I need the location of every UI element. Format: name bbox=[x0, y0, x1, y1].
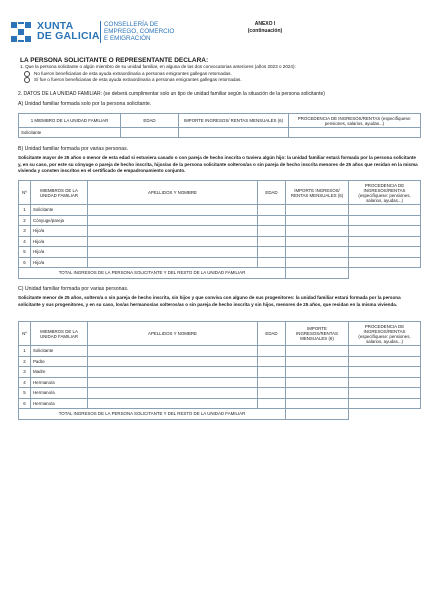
table-c-header-age: EDAD bbox=[258, 322, 286, 346]
table-a-source-cell[interactable] bbox=[289, 128, 421, 138]
total-income-cell[interactable] bbox=[286, 409, 349, 420]
row-source-cell[interactable] bbox=[349, 398, 421, 409]
table-a-header-age: EDAD bbox=[121, 114, 179, 128]
radio-beneficiary[interactable] bbox=[24, 77, 30, 83]
table-a-header-member: 1 MIEMBRO DE LA UNIDAD FAMILIAR bbox=[19, 114, 121, 128]
row-age-cell[interactable] bbox=[258, 377, 286, 388]
annex-subtitle: (continuación) bbox=[247, 28, 283, 34]
table-b-header-name: APELLIDOS Y NOMBRE bbox=[88, 181, 258, 205]
row-number: 1 bbox=[19, 346, 31, 357]
total-label: TOTAL INGRESOS DE LA PERSONA SOLICITANTE Y DEL RESTO DE LA UNIDAD FAMILIAR bbox=[19, 409, 286, 420]
row-member: Hijo/a bbox=[31, 257, 88, 268]
total-empty bbox=[349, 409, 421, 420]
table-row bbox=[19, 215, 421, 226]
row-income-cell[interactable] bbox=[286, 367, 349, 378]
row-income-cell[interactable] bbox=[286, 346, 349, 357]
row-name-cell[interactable] bbox=[88, 367, 258, 378]
row-name-cell[interactable] bbox=[88, 205, 258, 216]
table-c-header-source: PROCEDENCIA DE INGRESOS/RENTAS (especifíquese: pensiones, salarios, ayudas...) bbox=[349, 322, 421, 346]
table-a-header-source: PROCEDENCIA DE INGRESOS/RENTAS (especifíquese: pensiones, salarios, ayudas...) bbox=[289, 114, 421, 128]
annex-title: ANEXO I bbox=[254, 21, 276, 27]
table-a-row-label: Solicitante bbox=[19, 128, 121, 138]
table-c-description: Solicitante menor de 25 años, soltero/a o sin pareja de hecho inscrita, sin hijos y que conviva con alguno de sus progenitores: la unidad familiar estará formada por la persona solicitante y sus progenitores, y en su caso, los/as hermanos/as solteros/as o sin pareja de hecho inscrita y sin hijos, menores de 25 años, que residan en la misma vivienda. bbox=[18, 295, 401, 307]
row-source-cell[interactable] bbox=[349, 356, 421, 367]
row-name-cell[interactable] bbox=[88, 377, 258, 388]
row-name-cell[interactable] bbox=[88, 215, 258, 226]
department-line-3: E EMIGRACIÓN bbox=[104, 35, 151, 42]
row-age-cell[interactable] bbox=[258, 398, 286, 409]
header-divider bbox=[100, 21, 101, 43]
row-age-cell[interactable] bbox=[258, 247, 286, 258]
section-2-title: 2. DATOS DE LA UNIDAD FAMILIAR: (se deberá cumplimentar solo un tipo de unidad familiar según la situación de la persona solicitante) bbox=[18, 91, 325, 97]
row-name-cell[interactable] bbox=[88, 398, 258, 409]
table-b-header-member: MIEMBROS DE LA UNIDAD FAMILIAR bbox=[31, 181, 88, 205]
row-source-cell[interactable] bbox=[349, 215, 421, 226]
row-member: Hijo/a bbox=[31, 226, 88, 237]
row-income-cell[interactable] bbox=[286, 205, 349, 216]
table-a-heading: A) Unidad familiar formada solo por la persona solicitante. bbox=[18, 101, 152, 107]
row-age-cell[interactable] bbox=[258, 226, 286, 237]
table-c bbox=[18, 321, 421, 420]
row-member: Hermano/a bbox=[31, 388, 88, 399]
row-member: Padre bbox=[31, 356, 88, 367]
brand-line-2: DE GALICIA bbox=[37, 30, 100, 42]
row-name-cell[interactable] bbox=[88, 346, 258, 357]
row-number: 2 bbox=[19, 356, 31, 367]
declaration-item-1: 1. Que la persona solicitante o algún miembro de su unidad familiar, en alguna de las dos convocatorias anteriores (años 2023 o 2024): bbox=[20, 64, 296, 69]
row-number: 6 bbox=[19, 398, 31, 409]
row-income-cell[interactable] bbox=[286, 226, 349, 237]
table-row bbox=[19, 205, 421, 216]
row-age-cell[interactable] bbox=[258, 215, 286, 226]
row-source-cell[interactable] bbox=[349, 367, 421, 378]
row-source-cell[interactable] bbox=[349, 247, 421, 258]
row-income-cell[interactable] bbox=[286, 247, 349, 258]
row-income-cell[interactable] bbox=[286, 236, 349, 247]
table-c-heading: C) Unidad familiar formada por varias personas. bbox=[18, 286, 129, 292]
row-income-cell[interactable] bbox=[286, 356, 349, 367]
brand-name bbox=[37, 21, 100, 41]
table-c-header-n: Nº bbox=[19, 322, 31, 346]
table-b-description: Solicitante mayor de 25 años o menor de esta edad si estuviera casado o con pareja de hecho inscrita o tuviera algún hijo: la unidad familiar estará formada por la persona solicitante y, en su caso, por este su cónyuge o pareja de hecho inscrita, hijos/as de la persona solicitante solteros/as o sin pareja de hecho inscrita menores de 25 años que residan en la misma vivienda y consten inscritos en el certificado de empadronamiento conjunto. bbox=[18, 155, 418, 173]
table-row bbox=[19, 257, 421, 268]
row-number: 4 bbox=[19, 236, 31, 247]
row-source-cell[interactable] bbox=[349, 226, 421, 237]
table-b-heading: B) Unidad familiar formada por varias personas. bbox=[18, 146, 129, 152]
total-income-cell[interactable] bbox=[286, 268, 349, 279]
table-row bbox=[19, 247, 421, 258]
row-name-cell[interactable] bbox=[88, 257, 258, 268]
table-row bbox=[19, 346, 421, 357]
table-b-header-age: EDAD bbox=[258, 181, 286, 205]
option-not-beneficiary-label: No fueron beneficiarias de esta ayuda extraordinaria a personas emigrantes gallegas retornadas. bbox=[34, 71, 232, 77]
row-number: 6 bbox=[19, 257, 31, 268]
option-beneficiary[interactable] bbox=[24, 77, 242, 83]
total-label: TOTAL INGRESOS DE LA PERSONA SOLICITANTE Y DEL RESTO DE LA UNIDAD FAMILIAR bbox=[19, 268, 286, 279]
table-c-header-member: MIEMBROS DE LA UNIDAD FAMILIAR bbox=[31, 322, 88, 346]
table-b-header-income: IMPORTE INGRESOS/ RENTAS MENSUALES (6) bbox=[286, 181, 349, 205]
table-c-header-income: IMPORTE INGRESOS/RENTAS MENSUALES (6) bbox=[286, 322, 349, 346]
table-a bbox=[18, 113, 421, 138]
row-income-cell[interactable] bbox=[286, 215, 349, 226]
row-name-cell[interactable] bbox=[88, 247, 258, 258]
table-b bbox=[18, 180, 421, 279]
row-member: Hermano/a bbox=[31, 398, 88, 409]
table-row bbox=[19, 356, 421, 367]
row-number: 2 bbox=[19, 215, 31, 226]
total-empty bbox=[349, 268, 421, 279]
row-number: 4 bbox=[19, 377, 31, 388]
option-beneficiary-label: Sí fue o fueron beneficiarias de esta ayuda extraordinaria a personas emigrantes gallegas retornadas. bbox=[34, 77, 242, 83]
row-age-cell[interactable] bbox=[258, 257, 286, 268]
row-number: 1 bbox=[19, 205, 31, 216]
row-income-cell[interactable] bbox=[286, 257, 349, 268]
row-age-cell[interactable] bbox=[258, 236, 286, 247]
department-line-2: EMPREGO, COMERCIO bbox=[104, 28, 175, 35]
total-row bbox=[19, 409, 421, 420]
row-age-cell[interactable] bbox=[258, 388, 286, 399]
table-row bbox=[19, 388, 421, 399]
annex-heading bbox=[240, 21, 290, 35]
row-age-cell[interactable] bbox=[258, 346, 286, 357]
row-number: 3 bbox=[19, 367, 31, 378]
table-row bbox=[19, 398, 421, 409]
department-line-1: CONSELLERÍA DE bbox=[104, 21, 159, 28]
table-c-header-name: APELLIDOS Y NOMBRE bbox=[88, 322, 258, 346]
table-b-header-n: Nº bbox=[19, 181, 31, 205]
row-number: 5 bbox=[19, 247, 31, 258]
row-source-cell[interactable] bbox=[349, 236, 421, 247]
declaration-title: LA PERSONA SOLICITANTE O REPRESENTANTE DECLARA: bbox=[20, 57, 209, 64]
row-name-cell[interactable] bbox=[88, 388, 258, 399]
table-row bbox=[19, 367, 421, 378]
row-age-cell[interactable] bbox=[258, 205, 286, 216]
row-member: Solicitante bbox=[31, 205, 88, 216]
row-age-cell[interactable] bbox=[258, 356, 286, 367]
row-source-cell[interactable] bbox=[349, 346, 421, 357]
row-member: Hermano/a bbox=[31, 377, 88, 388]
row-name-cell[interactable] bbox=[88, 356, 258, 367]
table-a-income-cell[interactable] bbox=[179, 128, 289, 138]
row-source-cell[interactable] bbox=[349, 388, 421, 399]
department-name bbox=[104, 21, 174, 42]
xunta-logo-icon bbox=[9, 20, 33, 44]
row-income-cell[interactable] bbox=[286, 377, 349, 388]
row-member: Madre bbox=[31, 367, 88, 378]
row-number: 5 bbox=[19, 388, 31, 399]
row-source-cell[interactable] bbox=[349, 257, 421, 268]
table-row bbox=[19, 236, 421, 247]
row-age-cell[interactable] bbox=[258, 367, 286, 378]
row-number: 3 bbox=[19, 226, 31, 237]
table-a-age-cell[interactable] bbox=[121, 128, 179, 138]
row-income-cell[interactable] bbox=[286, 398, 349, 409]
table-b-header-source: PROCEDENCIA DE INGRESOS/RENTAS (especifíquese: pensiones, salarios, ayudas...) bbox=[349, 181, 421, 205]
total-row bbox=[19, 268, 421, 279]
brand-line-1: XUNTA bbox=[37, 20, 74, 32]
row-member: Hijo/a bbox=[31, 236, 88, 247]
row-source-cell[interactable] bbox=[349, 205, 421, 216]
row-source-cell[interactable] bbox=[349, 377, 421, 388]
table-a-header-income: IMPORTE INGRESOS/ RENTAS MENSUALES (6) bbox=[179, 114, 289, 128]
table-row bbox=[19, 377, 421, 388]
row-member: Hijo/a bbox=[31, 247, 88, 258]
row-name-cell[interactable] bbox=[88, 236, 258, 247]
table-row bbox=[19, 226, 421, 237]
row-name-cell[interactable] bbox=[88, 226, 258, 237]
row-income-cell[interactable] bbox=[286, 388, 349, 399]
row-member: Solicitante bbox=[31, 346, 88, 357]
row-member: Cónyuge/pareja bbox=[31, 215, 88, 226]
